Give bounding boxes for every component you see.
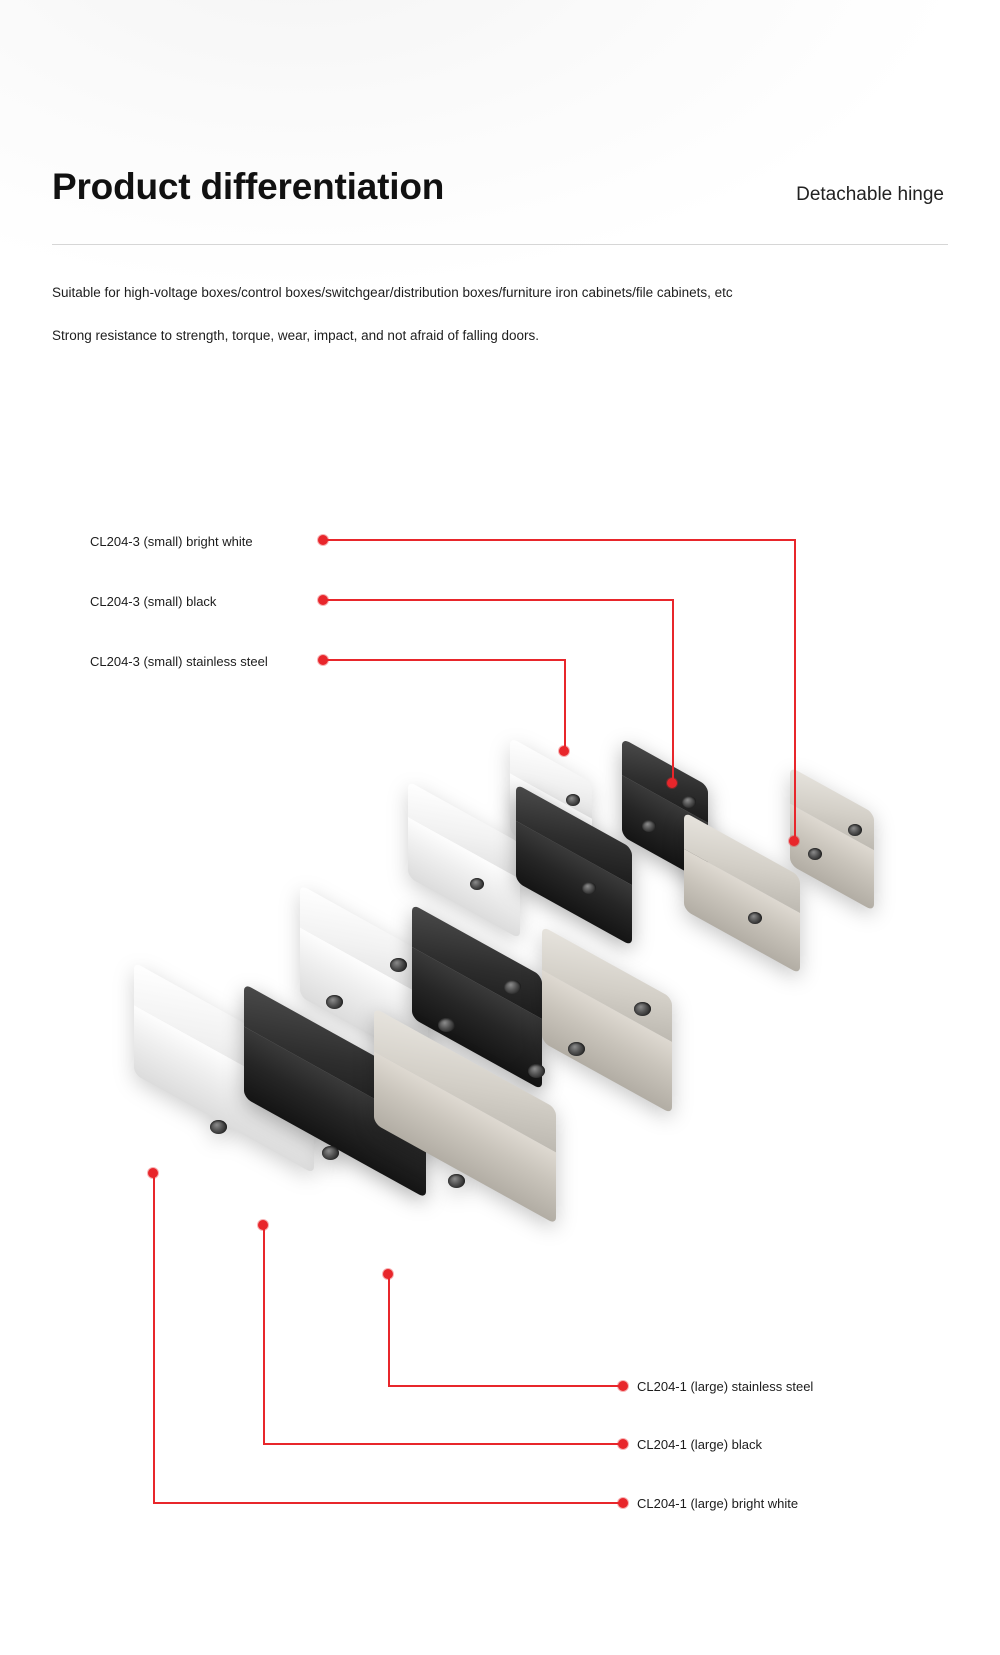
callout-line-small-stainless-v [564,659,566,751]
large-bright-white-hinge [128,920,458,1170]
hinge-leaf-face [510,774,592,879]
callout-label-small-bright-white: CL204-3 (small) bright white [90,534,253,549]
hinge-body-top [244,984,426,1128]
hinge-body [408,781,520,939]
screw-hole [528,816,542,828]
callout-dot-large-stainless-end [618,1381,628,1391]
hinge-body-face [374,1052,556,1225]
hinge-leaf [300,885,428,1068]
hinge-body-top [684,812,800,914]
hinge-body [516,784,632,946]
hinge-body [244,984,426,1199]
hinge-leaf-top [790,767,874,851]
hinge-leaf-face [412,947,542,1090]
screw-hole [848,824,862,836]
hinge-leaf [622,738,708,884]
hinge-body [684,812,800,974]
screw-hole [326,995,343,1009]
screw-hole [400,1040,417,1054]
callout-dot-large-black-end [618,1439,628,1449]
screw-hole [322,1146,339,1160]
hinge-leaf [542,926,672,1114]
screw-hole [288,1018,305,1032]
hinge-leaf-face [542,970,672,1114]
screw-hole [642,820,656,832]
large-stainless-steel-hinge [370,962,700,1232]
intro-paragraph-1: Suitable for high-voltage boxes/control boxes/switchgear/distribution boxes/furniture iron cabinets/file cabinets, etc [52,285,733,300]
screw-hole [528,1064,545,1078]
hinge-leaf-top [542,926,672,1042]
hinge-leaf-face [790,804,874,911]
hinge-body-face [244,1027,426,1199]
callout-label-large-bright-white: CL204-1 (large) bright white [637,1496,799,1511]
screw-hole [682,796,696,808]
header [52,160,948,246]
screw-hole [568,1042,585,1056]
intro-paragraph-2: Strong resistance to strength, torque, wear, impact, and not afraid of falling doors. [52,328,540,343]
hinge-body-face [408,817,520,939]
hinge-leaf [510,737,592,878]
large-black-hinge [240,940,570,1200]
screw-hole [748,912,762,924]
callout-label-small-stainless-steel: CL204-3 (small) stainless steel [90,654,268,669]
hinge-body-face [684,849,800,974]
screw-hole [390,958,407,972]
hinge-leaf-top [412,904,542,1019]
callout-dot-small-bright-white-end [789,836,799,846]
callout-line-small-black-v [672,599,674,783]
header-divider [52,244,948,245]
hinge-body-face [516,821,632,946]
callout-line-small-stainless-h [325,659,565,661]
screw-hole [470,878,484,890]
callout-line-small-bright-white-h [325,539,795,541]
screw-hole [634,1002,651,1016]
small-bright-white-hinge [400,760,600,930]
hinge-body-top [374,1008,556,1153]
hinge-leaf [790,767,874,912]
hinge-leaf-face [300,927,428,1067]
page-title: Product differentiation [52,166,445,207]
hinge-leaf-top [300,885,428,998]
callout-label-small-black: CL204-3 (small) black [90,594,217,609]
callout-dot-small-stainless-end [559,746,569,756]
hinge-body-face [134,1005,314,1174]
hinge-leaf-top [510,737,592,819]
hinge-leaf-face [622,775,708,883]
callout-label-large-stainless-steel: CL204-1 (large) stainless steel [637,1379,814,1394]
screw-hole [210,1120,227,1134]
hinge-body [374,1008,556,1225]
hinge-body [134,962,314,1174]
hinge-body-top [516,784,632,886]
hinge-leaf-top [622,738,708,823]
hinge-body-top [134,962,314,1104]
small-stainless-steel-hinge [678,790,888,970]
callout-line-large-black-v [263,1225,265,1444]
screw-hole [808,848,822,860]
callout-line-large-black-h [263,1443,622,1445]
callout-line-large-bright-white-v [153,1173,155,1503]
callout-line-large-bright-white-h [153,1502,622,1504]
header-subtitle: Detachable hinge [796,184,944,205]
callout-line-large-stainless-v [388,1274,390,1386]
screw-hole [582,882,596,894]
small-black-hinge [510,762,720,942]
callout-label-large-black: CL204-1 (large) black [637,1437,763,1452]
callout-dot-small-black-end [667,778,677,788]
screw-hole [438,1018,455,1032]
hinge-body-top [408,781,520,880]
callout-line-small-bright-white-v [794,539,796,841]
callout-line-small-black-h [325,599,673,601]
callout-dot-large-bright-white-end [618,1498,628,1508]
screw-hole [566,794,580,806]
screw-hole [448,1174,465,1188]
hinge-leaf [412,904,542,1090]
callout-line-large-stainless-h [388,1385,622,1387]
screw-hole [504,980,521,994]
